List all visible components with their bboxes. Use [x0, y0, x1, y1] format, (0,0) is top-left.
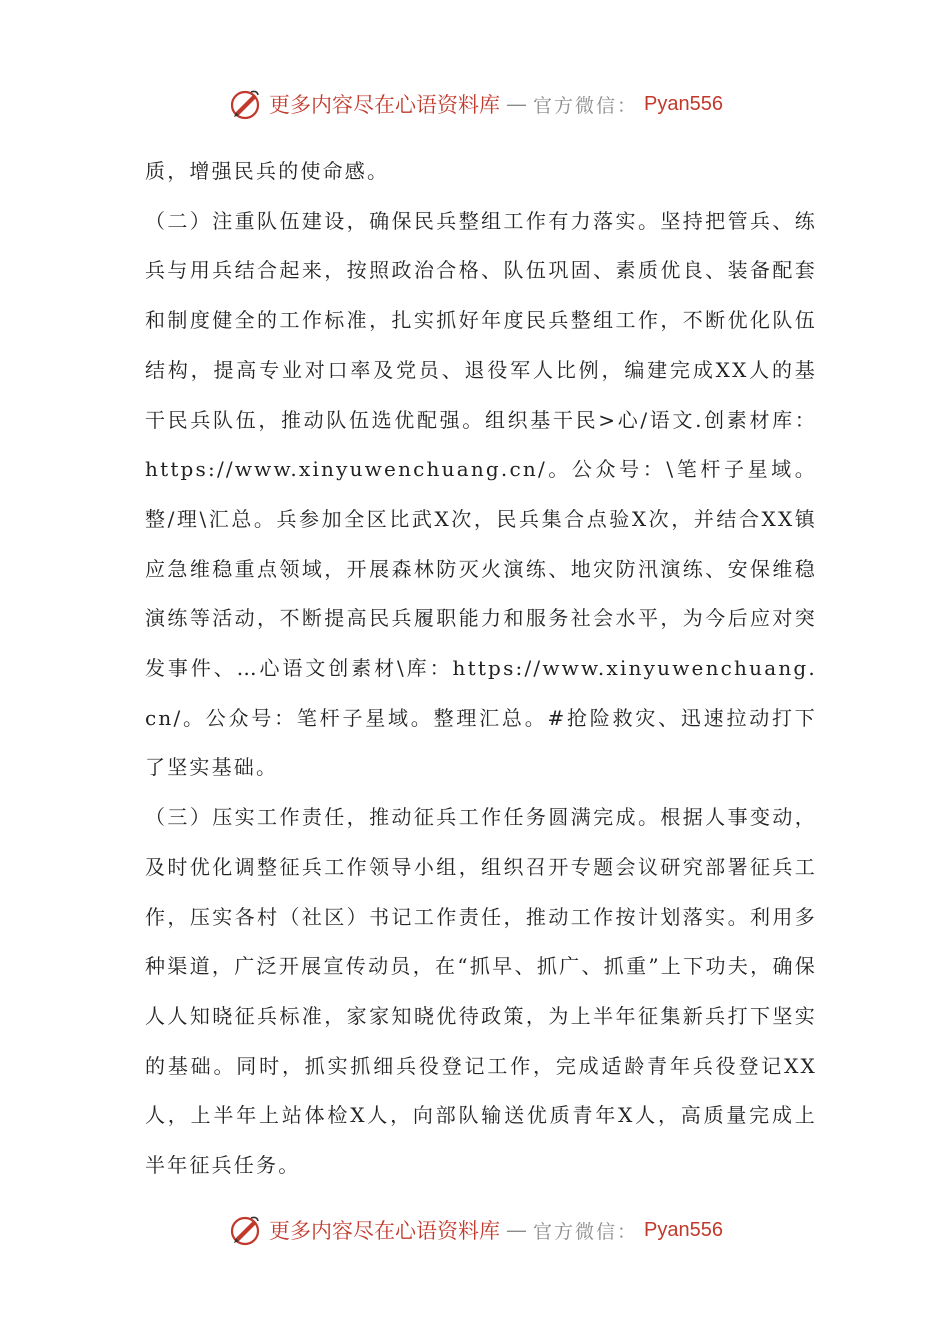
- paragraph-1: 质，增强民兵的使命感。: [145, 159, 390, 183]
- document-body: [145, 147, 817, 1191]
- banner-separator: —: [506, 1218, 527, 1242]
- footer-banner: [0, 1208, 950, 1252]
- banner-promo-text: 更多内容尽在心语资料库: [269, 1219, 500, 1243]
- paragraph-3: （三）压实工作责任，推动征兵工作任务圆满完成。根据人事变动，及时优化调整征兵工作领导小组，组织召开专题会议研究部署征兵工作，压实各村（社区）书记工作责任，推动工作按计划落实。利用多种渠道，广泛开展宣传动员，在“抓早、抓广、抓重”上下功夫，确保人人知晓征兵标准，家家知晓优待政策，为上半年征集新兵打下坚实的基础。同时，抓实抓细兵役登记工作，完成适龄青年兵役登记XX人，上半年上站体检X人，向部队输送优质青年X人，高质量完成上半年征兵任务。: [145, 805, 817, 1178]
- banner-wechat-label: 官方微信：: [533, 1220, 639, 1243]
- pen-logo-icon: [227, 1212, 263, 1248]
- banner-wechat-id: Pyan556: [644, 92, 723, 115]
- pen-logo-icon: [227, 86, 263, 122]
- banner-wechat-id: Pyan556: [644, 1218, 723, 1241]
- banner-promo-text: 更多内容尽在心语资料库: [269, 93, 500, 117]
- header-banner: [0, 82, 950, 126]
- paragraph-2: （二）注重队伍建设，确保民兵整组工作有力落实。坚持把管兵、练兵与用兵结合起来，按照政治合格、队伍巩固、素质优良、装备配套和制度健全的工作标准，扎实抓好年度民兵整组工作，不断优化队伍结构，提高专业对口率及党员、退役军人比例，编建完成XX人的基干民兵队伍，推动队伍选优配强。组织基干民>心/语文.创素材库：https://www.xinyuwenchuang.cn/。公众号：\笔杆子星域。整/理\汇总。兵参加全区比武X次，民兵集合点验X次，并结合XX镇应急维稳重点领域，开展森林防灭火演练、地灾防汛演练、安保维稳演练等活动，不断提高民兵履职能力和服务社会水平，为今后应对突发事件、…心语文创素材\库：https://www.xinyuwenchuang.cn/。公众号：笔杆子星域。整理汇总。#抢险救灾、迅速拉动打下了坚实基础。: [145, 208, 817, 780]
- banner-wechat-label: 官方微信：: [533, 94, 639, 117]
- banner-separator: —: [506, 92, 527, 116]
